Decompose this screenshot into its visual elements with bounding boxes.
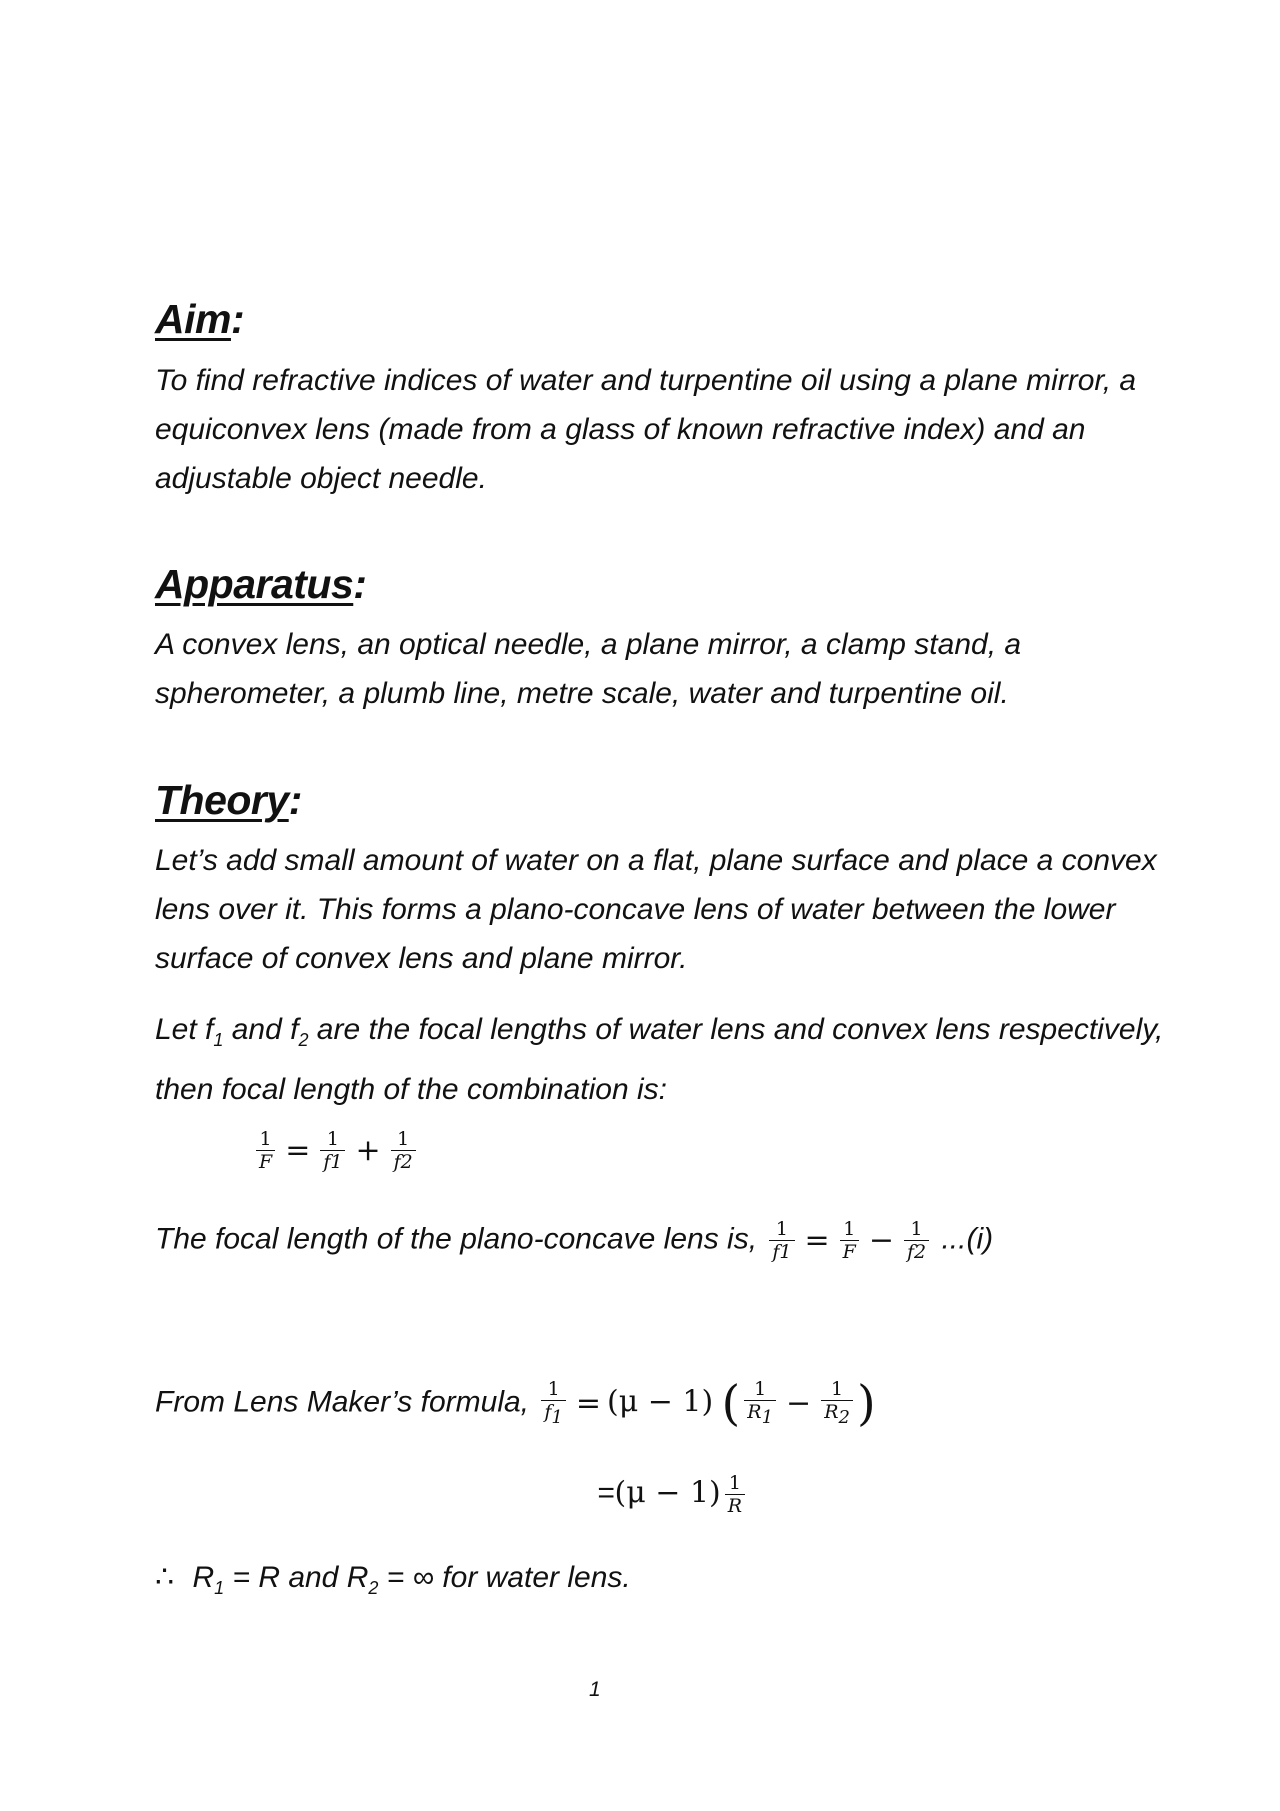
equation-plano-concave: The focal length of the plano-concave lens is, $\frac{1}{f1}$ = $\frac{1}{F}$ − $\frac{1}{f2}$ ...(i) [155, 1218, 994, 1263]
aim-heading: Aim: [155, 296, 245, 342]
equation-lens-maker: From Lens Maker’s formula, $\frac{1}{f_1}$ = (μ − 1) ( $\frac{1}{R_1}$ − $\frac{1}{R_2}$ ) [155, 1375, 876, 1432]
fraction-1-over-f1: $\frac{1}{f1}$ [769, 1218, 794, 1263]
page-number: 1 [589, 1678, 601, 1701]
fraction-1-over-F: $\frac{1}{F}$ [840, 1218, 859, 1263]
equation-lens-maker-simplified: =(μ − 1) $\frac{1}{R}$ [597, 1472, 749, 1517]
fraction-1-over-R: $\frac{1}{R}$ [725, 1472, 745, 1517]
fraction-1-over-f2: $\frac{1}{f2}$ [904, 1218, 929, 1263]
fraction-1-over-f1: $\frac{1}{f1}$ [320, 1128, 345, 1173]
aim-text: To find refractive indices of water and turpentine oil using a plane mirror, a equiconvex lens (made from a glass of known refractive index) and an adjustable object needle. [155, 364, 1137, 495]
fraction-1-over-R2: $\frac{1}{R_2}$ [821, 1378, 853, 1429]
mu-minus-one: (μ − 1) [607, 1384, 714, 1420]
theory-paragraph-1: Let’s add small amount of water on a flat, plane surface and place a convex lens over it. This forms a plano-concave lens of water between the lower surface of convex lens and plane mirror. [155, 844, 1157, 975]
apparatus-text: A convex lens, an optical needle, a plane mirror, a clamp stand, a spherometer, a plumb line, metre scale, water and turpentine oil. [155, 628, 1022, 710]
fraction-1-over-R1: $\frac{1}{R_1}$ [744, 1378, 776, 1429]
theory-heading: Theory: [155, 777, 302, 823]
mu-minus-one: (μ − 1) [614, 1475, 721, 1511]
therefore-symbol: ∴ [155, 1560, 175, 1595]
equation-tag: ...(i) [941, 1222, 994, 1256]
fraction-1-over-f2: $\frac{1}{f2}$ [391, 1128, 416, 1173]
fraction-1-over-f-sub1: $\frac{1}{f_1}$ [541, 1378, 566, 1429]
water-lens-condition: ∴ $R_1 = R$ and $R_2$ = ∞ for water lens. [155, 1560, 631, 1598]
fraction-1-over-F: $\frac{1}{F}$ [256, 1128, 275, 1173]
apparatus-heading: Apparatus: [155, 561, 367, 607]
equation-combination: $\frac{1}{F}$ = $\frac{1}{f1}$ + $\frac{1}{f2}$ [252, 1128, 420, 1173]
theory-paragraph-2: Let $f_1$ and $f_2$ are the focal lengths of water lens and convex lens respectively, then focal length of the combination is: [155, 1013, 1164, 1106]
